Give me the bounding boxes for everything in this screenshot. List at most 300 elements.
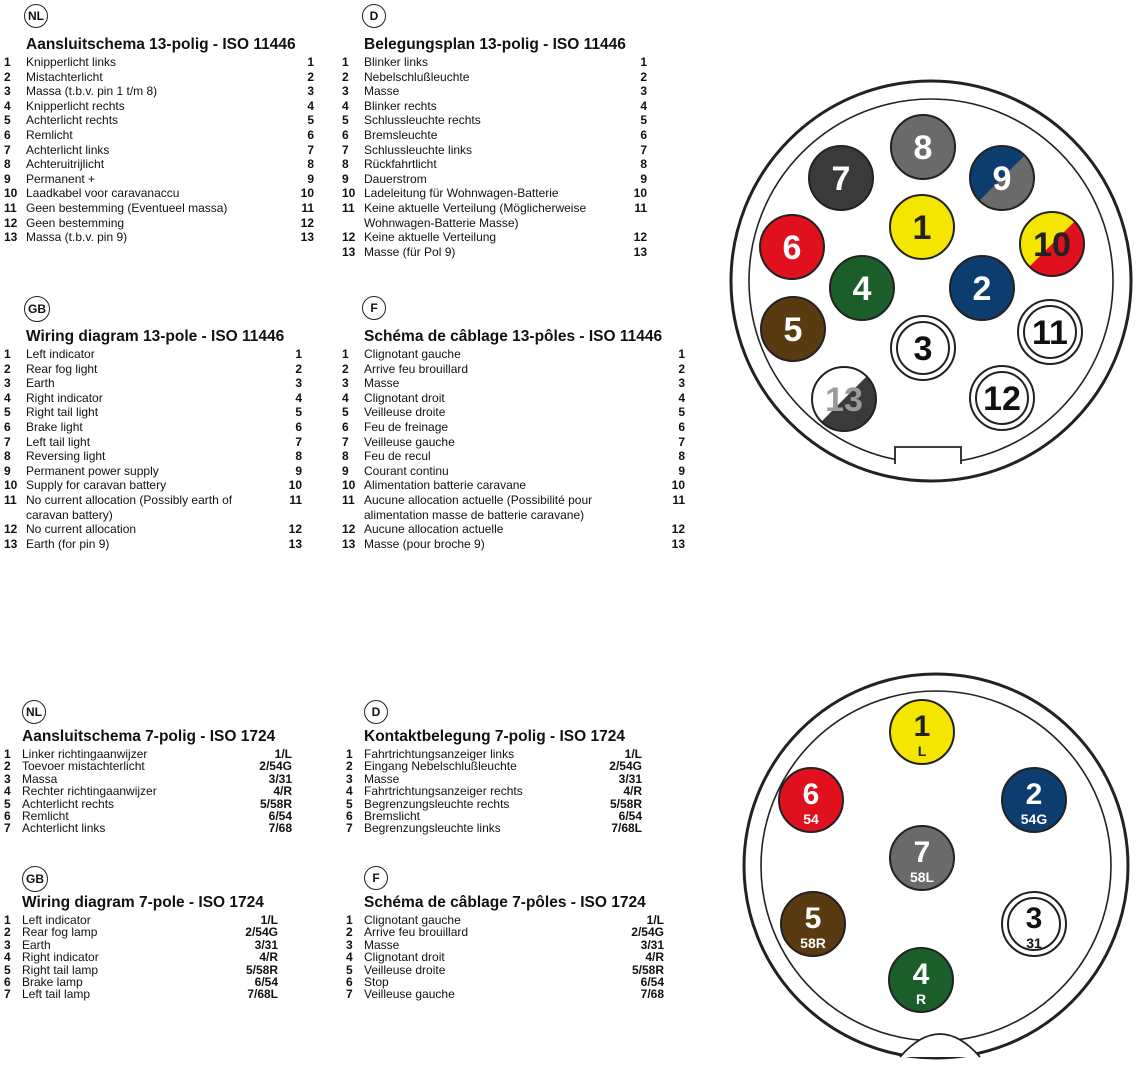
- pin-function: Laadkabel voor caravanaccu: [26, 186, 180, 201]
- pin-code: 10: [671, 478, 685, 493]
- pin-row: [342, 449, 685, 464]
- pin-number: 1: [4, 55, 11, 69]
- pin-code: 6/54: [618, 809, 642, 823]
- pin-number: 5: [346, 796, 353, 811]
- pin-function: Permanent power supply: [26, 463, 159, 478]
- language-badge: NL: [22, 700, 46, 724]
- pin-number: 5: [4, 405, 11, 420]
- language-badge: F: [364, 866, 388, 890]
- pin-row: [4, 99, 314, 114]
- pin-function: Massa (t.b.v. pin 1 t/m 8): [26, 84, 158, 99]
- pin-row: [342, 186, 647, 201]
- pin-row: [342, 464, 685, 479]
- pin-function: Arrive feu brouillard: [364, 361, 469, 376]
- pin-row: [342, 362, 685, 377]
- pin-row: [4, 926, 278, 938]
- pin-number: 3: [346, 937, 353, 952]
- pin-function: Stop: [364, 975, 389, 989]
- pin-code: 12: [633, 230, 647, 245]
- pin-number: 10: [342, 186, 356, 201]
- pin-code: 2/54G: [259, 759, 292, 774]
- pin-number: 6: [4, 128, 11, 142]
- pin-code: 4: [295, 390, 302, 405]
- language-badge: D: [362, 4, 386, 28]
- pin-number: 8: [342, 157, 349, 172]
- pin-code: 3: [307, 84, 314, 99]
- pin-row: [4, 449, 302, 464]
- pin-number: 2: [342, 69, 349, 84]
- pin-number: 4: [342, 390, 349, 405]
- pin-number: 13: [4, 230, 18, 245]
- pin-row: [4, 988, 278, 1000]
- pin-number: 12: [342, 230, 356, 245]
- pin-row: [342, 113, 647, 128]
- pin-code: 7: [640, 142, 647, 157]
- pin-code: 4: [307, 98, 314, 113]
- pin-code: 3: [295, 376, 302, 391]
- pin-function: Massa (t.b.v. pin 9): [26, 230, 128, 245]
- pin-function: Brake lamp: [22, 975, 83, 989]
- pin-function: Remlicht: [22, 809, 69, 823]
- pin-code: 13: [671, 536, 685, 551]
- section-title: Wiring diagram 13-pole - ISO 11446: [26, 328, 285, 345]
- pin-row: [4, 464, 302, 479]
- pin-number: 11: [4, 493, 17, 507]
- pin-function: Geen bestemming (Eventueel massa): [26, 201, 228, 215]
- pin-number-label: 1: [913, 710, 931, 743]
- pin-number: 5: [346, 962, 353, 977]
- pin-number: 2: [4, 925, 11, 940]
- pin-function: Masse: [364, 376, 400, 391]
- pin-function: Blinker links: [364, 55, 429, 69]
- pin-code: 3: [678, 376, 685, 391]
- pin-number: 7: [346, 821, 353, 836]
- pin-code: 7: [678, 434, 685, 449]
- pin-code: 11: [634, 201, 647, 215]
- pin-code: 9: [307, 171, 314, 186]
- pin-code: 7: [295, 434, 302, 449]
- language-badge: F: [362, 296, 386, 320]
- pin-code: 2/54G: [245, 925, 278, 940]
- pin-row: [342, 347, 685, 362]
- pin-code: 2: [640, 69, 647, 84]
- pin-number-label: 4: [852, 270, 872, 308]
- pin-7: [809, 146, 873, 210]
- pin-function: Arrive feu brouillard: [364, 925, 469, 940]
- pin-row: [342, 245, 647, 260]
- section-title: Kontaktbelegung 7-polig - ISO 1724: [364, 728, 625, 745]
- pin-function: Masse: [364, 771, 400, 786]
- pin-function: Blinker rechts: [364, 98, 437, 113]
- pin-row: [342, 391, 685, 406]
- pin-row: [4, 84, 314, 99]
- pin-code: 5: [640, 113, 647, 128]
- pin-function: Nebelschlußleuchte: [364, 69, 470, 84]
- pin-code: 2: [295, 361, 302, 376]
- pin-function: Dauerstrom: [364, 171, 427, 186]
- pin-function: Bremsleuchte: [364, 128, 438, 142]
- pin-function: Keine aktuelle Verteilung: [364, 230, 497, 245]
- pin-function: Left tail light: [26, 434, 91, 449]
- pin-code: 3/31: [640, 937, 664, 952]
- pin-number-label: 6: [782, 229, 802, 267]
- pin-code: 7/68: [640, 987, 664, 1002]
- pin-number-label: 6: [802, 778, 820, 811]
- pin-function: Veilleuse gauche: [364, 987, 455, 1002]
- pin-number: 1: [4, 747, 11, 761]
- pin-row: [342, 522, 685, 537]
- pin-row: [4, 347, 302, 362]
- pin-row: [342, 99, 647, 114]
- pin-terminal-label: R: [915, 991, 927, 1007]
- section-13-nl: [4, 4, 314, 254]
- pin-code: 3: [640, 84, 647, 99]
- pin-terminal-label: 31: [1026, 935, 1042, 951]
- pin-number: 13: [342, 244, 356, 259]
- pin-code: 5/58R: [245, 962, 278, 977]
- pin-row: [342, 201, 647, 230]
- pin-number: 9: [4, 171, 11, 186]
- pin-function: Begrenzungsleuchte rechts: [364, 796, 510, 811]
- pin-row: [4, 201, 314, 216]
- language-badge: NL: [24, 4, 48, 28]
- pin-function: Right tail lamp: [22, 962, 99, 977]
- pin-row: [4, 55, 314, 70]
- pin-code: 4/R: [273, 784, 292, 799]
- pin-code: 6/54: [268, 809, 292, 823]
- pin-row: [342, 478, 685, 493]
- pin-number-label: 12: [983, 380, 1021, 418]
- pin-number: 6: [4, 809, 11, 823]
- pin-number-label: 9: [992, 160, 1012, 198]
- pin-number: 9: [342, 463, 349, 478]
- pin-function: Alimentation batterie caravane: [364, 478, 527, 493]
- pin-function: Veilleuse droite: [364, 962, 446, 977]
- pin-function: Geen bestemming: [26, 215, 125, 230]
- pin-1: [890, 700, 954, 764]
- pin-row: [4, 186, 314, 201]
- pin-number: 3: [4, 376, 11, 391]
- pin-code: 5: [678, 405, 685, 420]
- pin-function: Permanent +: [26, 171, 96, 186]
- pin-number: 3: [4, 84, 11, 99]
- pin-number: 11: [342, 493, 355, 507]
- pin-row: [346, 951, 664, 963]
- pin-code: 1/L: [274, 747, 292, 761]
- pin-code: 6: [640, 128, 647, 142]
- pin-code: 11: [301, 201, 314, 215]
- pin-7: [890, 826, 954, 890]
- pin-number-label: 3: [1025, 902, 1043, 935]
- pin-function: Rear fog lamp: [22, 925, 98, 940]
- pin-row: [4, 537, 302, 552]
- pin-number: 8: [4, 157, 11, 172]
- pin-number: 1: [342, 347, 349, 361]
- pin-9: [970, 146, 1034, 210]
- pin-number-label: 13: [825, 381, 863, 419]
- pin-row: [342, 70, 647, 85]
- pin-code: 7/68L: [247, 987, 278, 1002]
- pin-function: Clignotant gauche: [364, 347, 461, 361]
- pin-code: 5: [295, 405, 302, 420]
- pin-function: Earth (for pin 9): [26, 536, 110, 551]
- pin-number: 3: [342, 84, 349, 99]
- pin-function: Veilleuse gauche: [364, 434, 455, 449]
- pin-code: 1/L: [624, 747, 642, 761]
- pin-number: 6: [346, 975, 353, 989]
- pin-code: 4: [678, 390, 685, 405]
- pin-function: Schlussleuchte rechts: [364, 113, 481, 128]
- section-title: Schéma de câblage 7-pôles - ISO 1724: [364, 894, 646, 911]
- pin-row: [342, 230, 647, 245]
- pin-code: 13: [633, 244, 647, 259]
- section-7-nl: [4, 700, 292, 845]
- language-badge: D: [364, 700, 388, 724]
- pin-number: 13: [342, 536, 356, 551]
- pin-number: 3: [4, 937, 11, 952]
- pin-8: [891, 115, 955, 179]
- pin-number: 3: [346, 771, 353, 786]
- section-title: Aansluitschema 7-polig - ISO 1724: [22, 728, 276, 745]
- pin-function: Rückfahrtlicht: [364, 157, 437, 172]
- pin-code: 12: [288, 522, 302, 537]
- pin-number: 1: [342, 55, 349, 69]
- pin-code: 3/31: [618, 771, 642, 786]
- pin-code: 10: [288, 478, 302, 493]
- pin-function: Right tail light: [26, 405, 99, 420]
- pin-12: [970, 366, 1034, 430]
- pin-terminal-label: L: [917, 743, 927, 759]
- section-7-f: [346, 866, 664, 1011]
- pin-function: Toevoer mistachterlicht: [22, 759, 145, 774]
- pin-function: Feu de freinage: [364, 420, 449, 434]
- connector-7-pole-diagram: [740, 650, 1140, 1078]
- pin-number: 1: [4, 913, 11, 927]
- pin-number: 12: [342, 522, 356, 537]
- pin-number: 5: [342, 405, 349, 420]
- pin-code: 6: [295, 420, 302, 434]
- pin-row: [346, 988, 664, 1000]
- pin-row: [4, 172, 314, 187]
- pin-code: 3/31: [254, 937, 278, 952]
- pin-number: 6: [342, 128, 349, 142]
- pin-code: 10: [633, 186, 647, 201]
- pin-number: 4: [4, 390, 11, 405]
- section-13-d: [342, 4, 647, 269]
- pin-number-label: 7: [913, 836, 931, 869]
- pin-number: 4: [346, 950, 353, 965]
- connector-notch: [895, 447, 961, 464]
- section-title: Aansluitschema 13-polig - ISO 11446: [26, 36, 296, 53]
- pin-function: Earth: [26, 376, 55, 391]
- pin-number: 4: [342, 98, 349, 113]
- pin-3: [891, 316, 955, 380]
- pin-number: 7: [4, 434, 11, 449]
- pin-number: 10: [4, 186, 18, 201]
- pin-4: [889, 948, 953, 1012]
- pin-function: Achteruitrijlicht: [26, 157, 105, 172]
- pin-code: 2/54G: [631, 925, 664, 940]
- pin-number-label: 3: [913, 330, 933, 368]
- pin-code: 5/58R: [609, 796, 642, 811]
- pin-1: [890, 195, 954, 259]
- pin-row: [4, 70, 314, 85]
- pin-number: 8: [4, 449, 11, 464]
- pin-terminal-label: 58R: [800, 935, 826, 951]
- pin-function: Masse (pour broche 9): [364, 536, 485, 551]
- pin-row: [4, 216, 314, 231]
- pin-number: 10: [342, 478, 356, 493]
- pin-5: [761, 297, 825, 361]
- pin-number: 7: [4, 821, 11, 836]
- pin-function: Mistachterlicht: [26, 69, 103, 84]
- pin-function: Eingang Nebelschlußleuchte: [364, 759, 517, 774]
- pin-code: 3/31: [268, 771, 292, 786]
- pin-number: 7: [4, 142, 11, 157]
- pin-function: Clignotant gauche: [364, 913, 461, 927]
- pin-function: Aucune allocation actuelle (Possibilité pour alimentation masse de batterie caravane): [364, 493, 593, 522]
- pin-function: Achterlicht links: [22, 821, 106, 836]
- language-badge: GB: [24, 296, 50, 322]
- pin-4: [830, 256, 894, 320]
- pin-number: 12: [4, 215, 18, 230]
- pin-number: 7: [4, 987, 11, 1002]
- pin-5: [781, 892, 845, 956]
- pin-number: 9: [342, 171, 349, 186]
- pin-function: Right indicator: [22, 950, 99, 965]
- pin-number: 7: [346, 987, 353, 1002]
- pin-row: [342, 84, 647, 99]
- pin-code: 1/L: [260, 913, 278, 927]
- pin-function: Masse (für Pol 9): [364, 244, 456, 259]
- pin-row: [4, 128, 314, 143]
- pin-function: Earth: [22, 937, 51, 952]
- pin-number: 5: [4, 962, 11, 977]
- pin-row: [4, 420, 302, 435]
- pin-row: [342, 376, 685, 391]
- pin-number: 8: [342, 449, 349, 464]
- pin-number-label: 7: [831, 160, 851, 198]
- pin-code: 1: [295, 347, 302, 361]
- pin-row: [4, 230, 314, 245]
- pin-code: 1/L: [646, 913, 664, 927]
- pin-code: 5/58R: [259, 796, 292, 811]
- pin-code: 9: [678, 463, 685, 478]
- pin-code: 6/54: [640, 975, 664, 989]
- pin-row: [346, 785, 642, 797]
- pin-row: [346, 760, 642, 772]
- pin-number: 2: [346, 759, 353, 774]
- pin-row: [342, 157, 647, 172]
- pin-row: [4, 113, 314, 128]
- pin-function: Fahrtrichtungsanzeiger rechts: [364, 784, 523, 799]
- pin-number: 5: [4, 796, 11, 811]
- pin-row: [346, 964, 664, 976]
- pin-number: 11: [342, 201, 355, 215]
- section-7-gb: [4, 866, 278, 1011]
- pin-terminal-label: 54: [803, 811, 819, 827]
- pin-row: [4, 376, 302, 391]
- pin-code: 4: [640, 98, 647, 113]
- pin-code: 6: [678, 420, 685, 434]
- pin-function: Bremslicht: [364, 809, 421, 823]
- pin-code: 1: [307, 55, 314, 69]
- pin-row: [342, 405, 685, 420]
- pin-2: [950, 256, 1014, 320]
- pin-function: Clignotant droit: [364, 390, 445, 405]
- pin-function: Supply for caravan battery: [26, 478, 167, 493]
- pin-code: 6/54: [254, 975, 278, 989]
- pin-code: 5: [307, 113, 314, 128]
- pin-13: [812, 367, 876, 431]
- pin-number-label: 4: [912, 958, 930, 991]
- pin-number: 2: [4, 69, 11, 84]
- pin-row: [342, 128, 647, 143]
- pin-code: 13: [300, 230, 314, 245]
- pin-function: Courant continu: [364, 463, 449, 478]
- pin-6: [760, 215, 824, 279]
- pin-number: 3: [342, 376, 349, 391]
- pin-function: Begrenzungsleuchte links: [364, 821, 501, 836]
- pin-function: Massa: [22, 771, 58, 786]
- pin-function: Fahrtrichtungsanzeiger links: [364, 747, 515, 761]
- section-13-gb: [4, 296, 302, 556]
- pin-code: 9: [295, 463, 302, 478]
- pin-number: 1: [346, 913, 353, 927]
- pin-function: Masse: [364, 84, 400, 99]
- pin-code: 10: [300, 186, 314, 201]
- pin-function: Veilleuse droite: [364, 405, 446, 420]
- pin-code: 9: [640, 171, 647, 186]
- pin-code: 1: [678, 347, 685, 361]
- pin-number: 10: [4, 478, 18, 493]
- pin-code: 6: [307, 128, 314, 142]
- pin-row: [4, 493, 302, 522]
- pin-function: Feu de recul: [364, 449, 431, 464]
- pin-function: Rear fog light: [26, 361, 98, 376]
- pin-row: [342, 420, 685, 435]
- pin-code: 2/54G: [609, 759, 642, 774]
- pin-code: 7/68: [268, 821, 292, 836]
- pin-number-label: 5: [804, 902, 822, 935]
- pin-row: [4, 760, 292, 772]
- pin-number: 7: [342, 434, 349, 449]
- pin-number: 4: [346, 784, 353, 799]
- section-13-f: [342, 296, 685, 556]
- pin-row: [342, 55, 647, 70]
- pin-terminal-label: 54G: [1020, 811, 1048, 827]
- pin-function: Knipperlicht rechts: [26, 98, 125, 113]
- pin-code: 8: [295, 449, 302, 464]
- pin-function: Masse: [364, 937, 400, 952]
- pin-number: 2: [4, 759, 11, 774]
- pin-row: [4, 391, 302, 406]
- pin-number-label: 2: [972, 270, 992, 308]
- pin-code: 2: [678, 361, 685, 376]
- pin-function: Achterlicht rechts: [22, 796, 115, 811]
- pin-function: No current allocation: [26, 522, 137, 537]
- pin-function: Aucune allocation actuelle: [364, 522, 504, 537]
- pin-code: 5/58R: [631, 962, 664, 977]
- pin-number: 12: [4, 522, 18, 537]
- pin-code: 13: [288, 536, 302, 551]
- pin-number: 4: [4, 784, 11, 799]
- pin-function: Reversing light: [26, 449, 106, 464]
- pin-row: [4, 822, 292, 834]
- section-title: Schéma de câblage 13-pôles - ISO 11446: [364, 328, 663, 345]
- pin-function: Keine aktuelle Verteilung (Möglicherweise Wohnwagen-Batterie Masse): [364, 201, 587, 230]
- pin-number-label: 8: [913, 129, 933, 167]
